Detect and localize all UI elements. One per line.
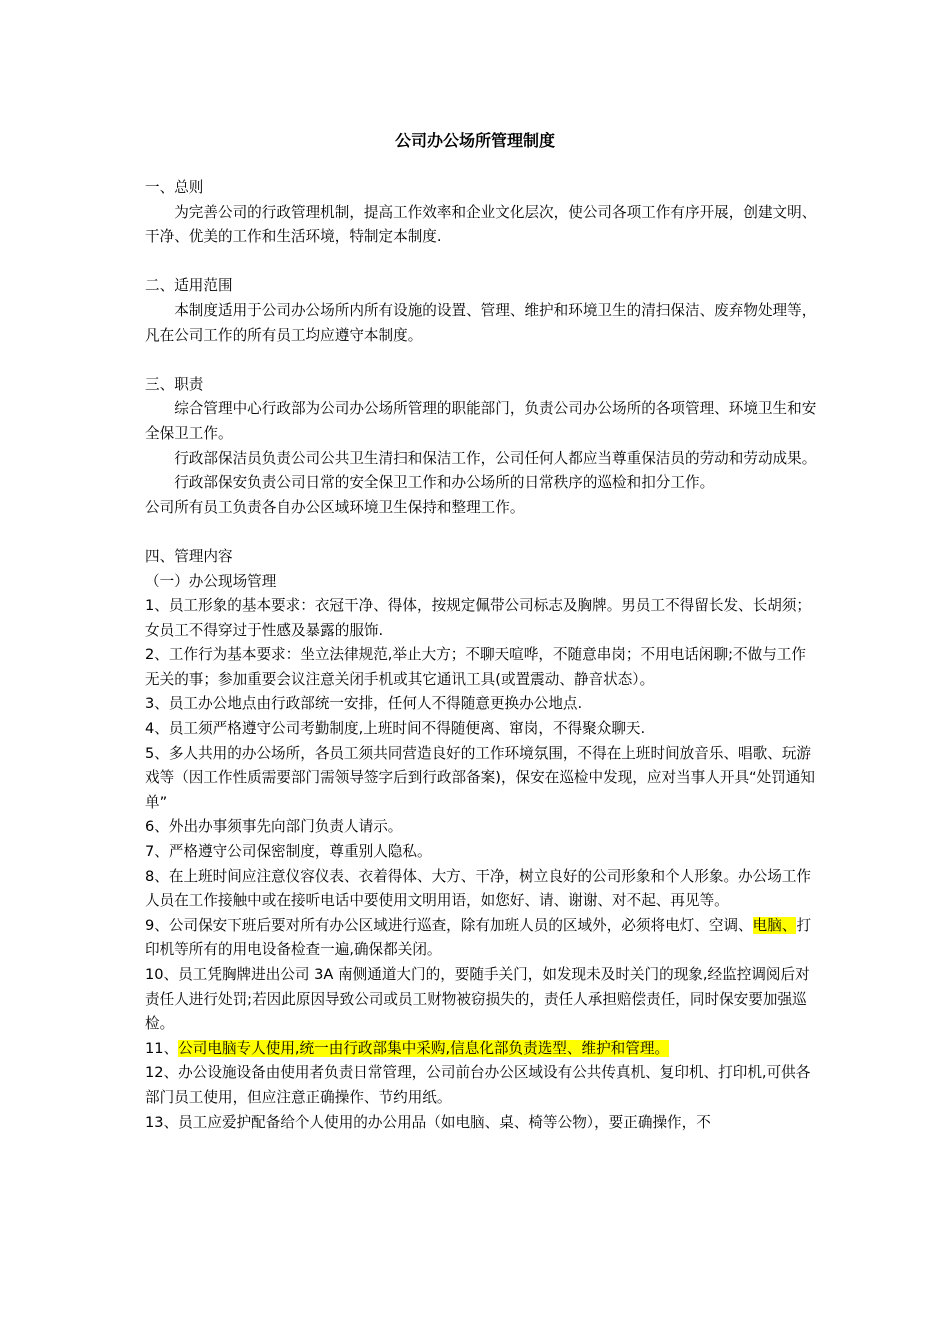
list-item-number: 11、 xyxy=(145,1039,179,1057)
list-item-text: 9、公司保安下班后要对所有办公区域进行巡查，除有加班人员的区域外，必须将电灯、空调、 xyxy=(145,916,753,934)
list-item: 13、员工应爱护配备给个人使用的办公用品（如电脑、桌、椅等公物），要正确操作，不 xyxy=(145,1113,711,1131)
section-heading: 一、总则 xyxy=(145,179,204,196)
list-item: 12、办公设施设备由使用者负责日常管理，公司前台办公区域设有公共传真机、复印机、打印机,可供各部门员工使用，但应注意正确操作、节约用纸。 xyxy=(145,1064,811,1106)
list-item: 5、多人共用的办公场所，各员工须共同营造良好的工作环境氛围，不得在上班时间放音乐、唱歌、玩游戏等（因工作性质需要部门需领导签字后到行政部备案)，保安在巡检中发现，应对当事人开具“处罚通知单” xyxy=(145,744,815,811)
spacer xyxy=(145,348,820,373)
document-body xyxy=(145,176,820,1135)
list-item: 10、员工凭胸牌进出公司 3A 南侧通道大门的，要随手关门，如发现未及时关门的现象,经监控调阅后对责任人进行处罚;若因此原因导致公司或员工财物被窃损失的，责任人承担赔偿责任，同时保安要加强巡检。 xyxy=(145,966,810,1033)
list-item: 8、在上班时间应注意仪容仪表、衣着得体、大方、干净，树立良好的公司形象和个人形象。办公场工作人员在工作接触中或在接听电话中要使用文明用语，如您好、请、谢谢、对不起、再见等。 xyxy=(145,867,812,910)
paragraph: 公司所有员工负责各自办公区域环境卫生保持和整理工作。 xyxy=(145,498,525,516)
section-heading: 二、适用范围 xyxy=(145,277,233,295)
list-item xyxy=(145,914,820,963)
spacer xyxy=(145,250,820,275)
paragraph: 行政部保安负责公司日常的安全保卫工作和办公场所的日常秩序的巡检和扣分工作。 xyxy=(174,474,715,492)
list-item: 6、外出办事须事先向部门负责人请示。 xyxy=(145,818,403,836)
paragraph: 综合管理中心行政部为公司办公场所管理的职能部门，负责公司办公场所的各项管理、环境卫生和安全保卫工作。 xyxy=(145,400,817,442)
paragraph: 为完善公司的行政管理机制，提高工作效率和企业文化层次，使公司各项工作有序开展，创建文明、干净、优美的工作和生活环境，特制定本制度. xyxy=(145,203,817,246)
list-item-text: 打印机等所有的用电设备检查一遍,确保都关闭。 xyxy=(145,916,812,959)
list-item: 3、员工办公地点由行政部统一安排，任何人不得随意更换办公地点. xyxy=(145,695,583,713)
spacer xyxy=(145,520,820,545)
list-item: 4、员工须严格遵守公司考勤制度,上班时间不得随便离、窜岗，不得聚众聊天. xyxy=(145,720,646,738)
paragraph: 本制度适用于公司办公场所内所有设施的设置、管理、维护和环境卫生的清扫保洁、废弃物处理等，凡在公司工作的所有员工均应遵守本制度。 xyxy=(145,301,817,344)
list-item: 2、工作行为基本要求：坐立法律规范,举止大方；不聊天喧哗，不随意串岗；不用电话闲聊;不做与工作无关的事；参加重要会议注意关闭手机或其它通讯工具(或置震动、静音状态）。 xyxy=(145,646,806,688)
subsection-heading: （一）办公现场管理 xyxy=(145,572,277,590)
list-item: 1、员工形象的基本要求：衣冠干净、得体，按规定佩带公司标志及胸牌。男员工不得留长发、长胡须；女员工不得穿过于性感及暴露的服饰. xyxy=(145,597,812,639)
document-title: 公司办公场所管理制度 xyxy=(394,131,555,150)
highlighted-text: 电脑、 xyxy=(752,916,797,934)
list-item xyxy=(145,1037,820,1062)
list-item: 7、严格遵守公司保密制度，尊重别人隐私。 xyxy=(145,843,432,861)
highlighted-text: 公司电脑专人使用,统一由行政部集中采购,信息化部负责选型、维护和管理。 xyxy=(178,1039,670,1057)
paragraph: 行政部保洁员负责公司公共卫生清扫和保洁工作，公司任何人都应当尊重保洁员的劳动和劳动成果。 xyxy=(174,449,817,467)
section-heading: 四、管理内容 xyxy=(145,547,233,565)
section-heading: 三、职责 xyxy=(145,375,204,393)
